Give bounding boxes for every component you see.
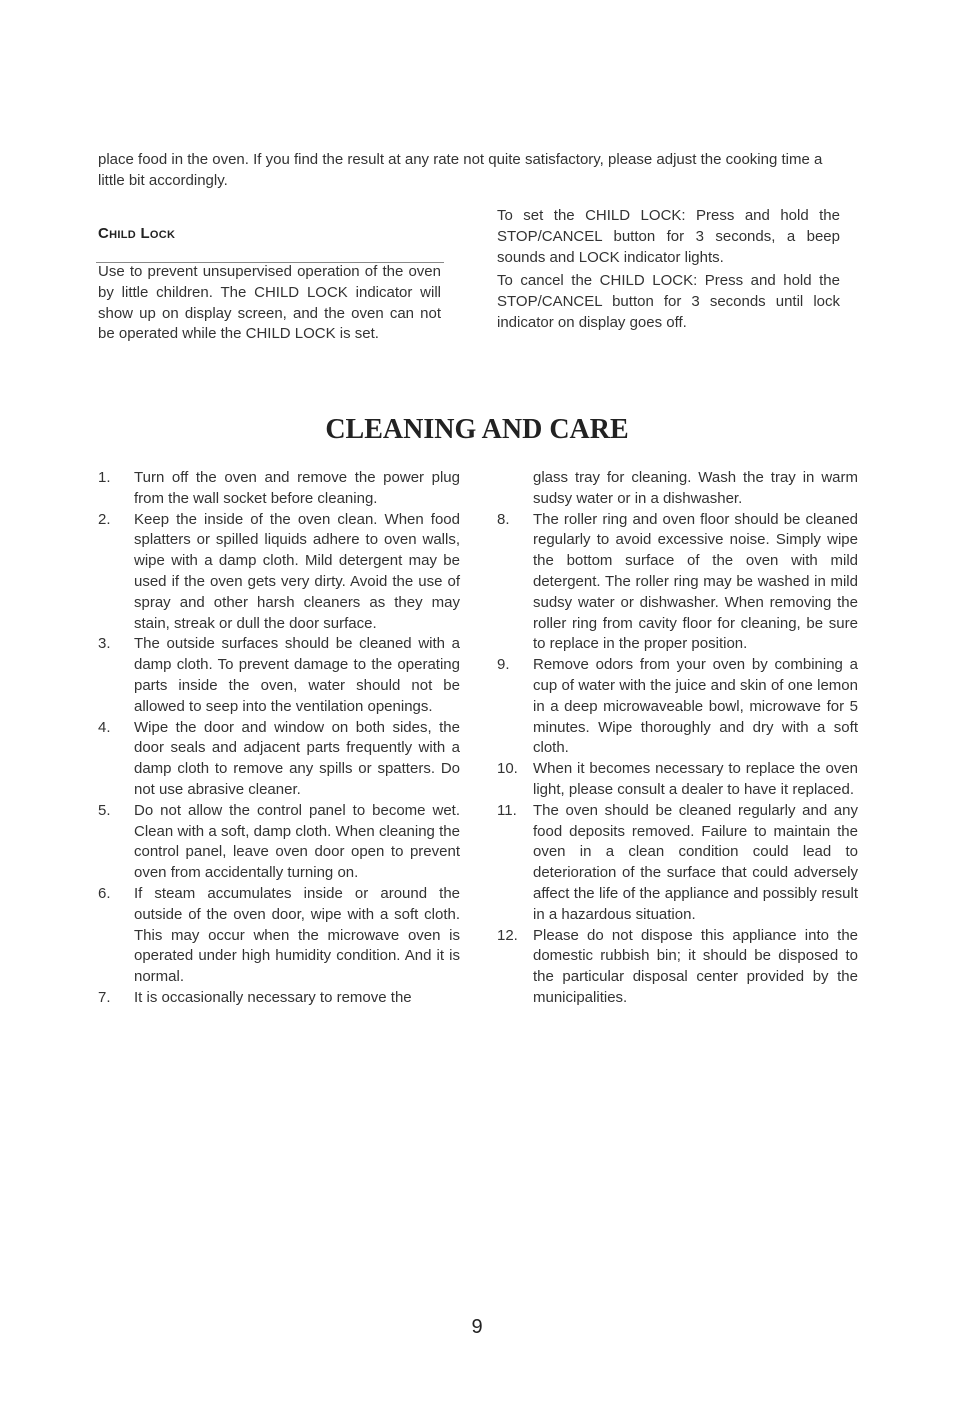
list-item [497, 926, 858, 1009]
list-item [98, 988, 460, 1009]
list-item-text: The oven should be cleaned regularly and any food deposits removed. Failure to maintain the oven in a clean condition could lead to deterioration of the surface that could adversely affect the life of the appliance and possibly result in a hazardous situation. [533, 801, 858, 923]
list-item-continuation: glass tray for cleaning. Wash the tray in warm sudsy water or in a dishwasher. [533, 469, 858, 507]
list-item [497, 759, 858, 801]
cleaning-list-left-column [98, 468, 460, 1009]
list-item [98, 634, 460, 717]
list-item [98, 884, 460, 988]
list-item-text: Remove odors from your oven by combining a cup of water with the juice and skin of one lemon in a deep microwaveable bowl, microwave for 5 minutes. Wipe thoroughly and dry with a soft cloth. [533, 656, 858, 757]
list-item-text: It is occasionally necessary to remove the [134, 988, 412, 1006]
list-item-text: The outside surfaces should be cleaned with a damp cloth. To prevent damage to the operating parts inside the oven, water should not be allowed to seep into the ventilation openings. [134, 635, 460, 715]
list-item [497, 801, 858, 926]
list-item-number: 3. [98, 635, 111, 653]
list-item [98, 468, 460, 510]
intro-paragraph: place food in the oven. If you find the result at any rate not quite satisfactory, please adjust the cooking time a little bit accordingly. [98, 151, 823, 189]
list-item-text: Wipe the door and window on both sides, the door seals and adjacent parts frequently with a damp cloth to remove any spills or spatters. Do not use abrasive cleaner. [134, 718, 460, 798]
list-item-number: 11. [497, 801, 517, 819]
list-item-number: 8. [497, 510, 510, 528]
list-item-number: 1. [98, 469, 111, 486]
list-item-text: Keep the inside of the oven clean. When food splatters or spilled liquids adhere to oven walls, wipe with a damp cloth. Mild detergent may be used if the oven gets very dirty. Avoid the use of spray and other harsh cleaners as they may stain, streak or dull the door surface. [134, 510, 460, 632]
list-item [497, 510, 858, 656]
page-number: 9 [471, 1316, 483, 1338]
list-item-text: Do not allow the control panel to become wet. Clean with a soft, damp cloth. When cleaning the control panel, leave oven door open to prevent oven from accidentally turning on. [134, 801, 460, 882]
child-lock-description: Use to prevent unsupervised operation of the oven by little children. The CHILD LOCK indicator will show up on display screen, and the oven can not be operated while the CHILD LOCK is set. [98, 263, 441, 343]
list-item-number: 12. [497, 926, 518, 944]
list-item [98, 510, 460, 635]
child-lock-cancel-instruction: To cancel the CHILD LOCK: Press and hold the STOP/CANCEL button for 3 seconds until lock indicator on display goes off. [497, 272, 840, 331]
list-item-number: 4. [98, 718, 111, 736]
list-item-text: If steam accumulates inside or around the outside of the oven door, wipe with a soft cloth. This may occur when the microwave oven is operated under high humidity condition. And it is normal. [134, 884, 460, 986]
list-item [98, 718, 460, 801]
child-lock-heading: Child Lock [98, 225, 176, 242]
list-item [497, 655, 858, 759]
list-item-number: 2. [98, 510, 111, 528]
cleaning-title: CLEANING AND CARE [325, 414, 629, 445]
list-item-number: 10. [497, 760, 518, 778]
child-lock-instructions [497, 206, 840, 334]
list-item-text: When it becomes necessary to replace the oven light, please consult a dealer to have it replaced. [533, 760, 858, 798]
list-item-number: 7. [98, 988, 111, 1006]
list-item-number: 5. [98, 801, 111, 819]
list-item-text: Please do not dispose this appliance into the domestic rubbish bin; it should be disposed to the particular disposal center provided by the municipalities. [533, 926, 858, 1006]
list-item-text: Turn off the oven and remove the power plug from the wall socket before cleaning. [134, 469, 460, 507]
cleaning-list-right-column [497, 468, 858, 1009]
list-item-number: 9. [497, 656, 510, 674]
child-lock-set-instruction: To set the CHILD LOCK: Press and hold the STOP/CANCEL button for 3 seconds, a beep sounds and LOCK indicator lights. [497, 207, 840, 266]
list-item-number: 6. [98, 884, 111, 902]
list-item-text: The roller ring and oven floor should be cleaned regularly to avoid excessive noise. Simply wipe the bottom surface of the oven with mild detergent. The roller ring may be washed in mild sudsy water or dishwasher. When removing the roller ring from cavity floor for cleaning, be sure to replace in the proper position. [533, 510, 858, 653]
list-item [98, 801, 460, 884]
